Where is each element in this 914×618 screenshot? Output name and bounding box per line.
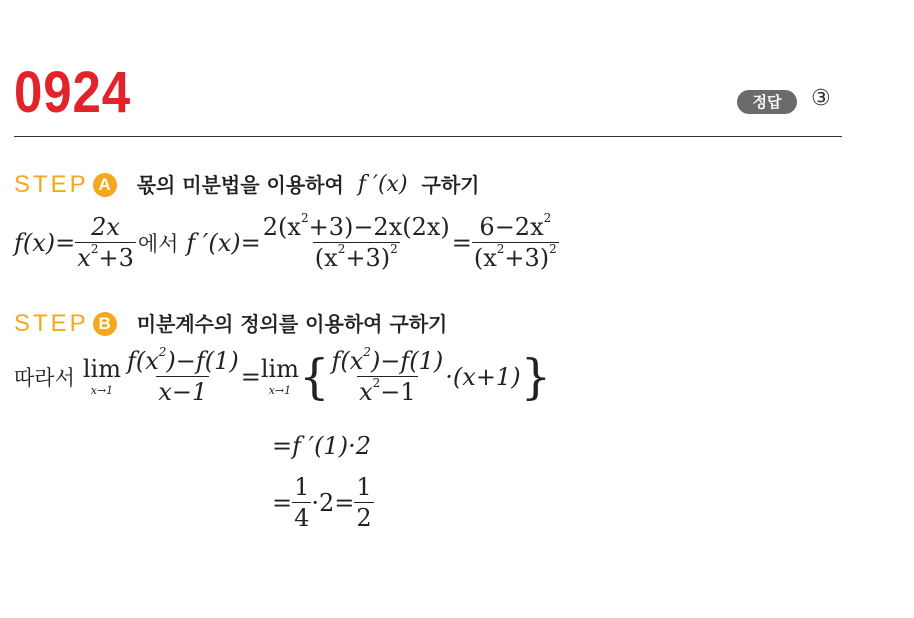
step-b-equation-line2 <box>272 432 371 460</box>
numerator-part1: f(x <box>126 347 159 375</box>
difference-quotient <box>125 345 241 407</box>
right-brace: } <box>520 348 552 405</box>
limit-operator <box>261 357 299 396</box>
numerator-part1: 2(x <box>262 213 301 241</box>
fprime-term: f ′(x) <box>186 228 241 257</box>
denominator-x: x <box>77 244 91 273</box>
denominator: 4 <box>294 504 310 533</box>
one-quarter <box>292 474 311 532</box>
one-half <box>354 474 373 532</box>
step-a-header <box>14 172 480 197</box>
fx-term: f(x) <box>14 228 56 257</box>
denominator: x−1 <box>158 378 208 407</box>
lim-subscript: x→1 <box>268 384 292 398</box>
factored-quotient <box>330 345 446 407</box>
lim-text: lim <box>260 355 299 384</box>
denominator-plus3: +3 <box>98 244 134 273</box>
problem-number: 0924 <box>14 60 132 125</box>
equals-sign: = <box>55 228 76 257</box>
equals-sign: = <box>451 228 472 257</box>
times-two-equals: ·2= <box>311 488 355 517</box>
denominator-part2: +3) <box>345 244 391 273</box>
numerator-part2: )−f(1) <box>370 347 444 375</box>
answer-value: ③ <box>811 86 831 111</box>
denominator-minus1: −1 <box>380 378 416 407</box>
times-x-plus-1: ·(x+1) <box>445 362 521 391</box>
step-b-equation-line3 <box>272 474 374 532</box>
step-a-title-math: f ′(x) <box>357 172 408 197</box>
answer-badge: 정답 <box>737 90 797 114</box>
numerator: 2x <box>91 213 120 241</box>
denominator-part2: +3) <box>504 244 550 273</box>
equals-sign: = <box>272 432 293 460</box>
exponent: 2 <box>363 345 371 359</box>
step-b-header <box>14 312 447 336</box>
step-a-letter: A <box>93 173 117 197</box>
step-a-title-suffix: 구하기 <box>421 172 480 197</box>
equals-sign: = <box>272 488 293 517</box>
exponent: 2 <box>372 376 381 391</box>
numerator: 6−2x <box>479 213 544 241</box>
left-brace: { <box>298 348 330 405</box>
step-b-title: 미분계수의 정의를 이용하여 구하기 <box>136 312 448 336</box>
lim-subscript: x→1 <box>90 384 114 398</box>
step-a-label: STEP <box>14 170 89 198</box>
exponent: 2 <box>158 345 167 359</box>
step-a-equation <box>14 211 559 273</box>
fraction-2x-over-x2plus3 <box>75 214 136 272</box>
exponent: 2 <box>496 242 505 257</box>
exponent: 2 <box>549 242 557 257</box>
numerator-part2: +3)−2x(2x) <box>308 213 450 241</box>
numerator-part2: )−f(1) <box>166 347 239 375</box>
exponent: 2 <box>543 211 552 225</box>
denominator-part1: (x <box>314 244 338 273</box>
fprime1-times-2: f ′(1)·2 <box>292 432 371 460</box>
denominator-x: x <box>359 378 373 407</box>
step-b-label: STEP <box>14 310 89 337</box>
denominator-part1: (x <box>473 244 497 273</box>
denominator: 2 <box>356 504 372 533</box>
eseo-text: 에서 <box>137 231 179 256</box>
simplified-fraction <box>472 211 559 273</box>
equals-sign: = <box>240 228 261 257</box>
step-a-title: 몫의 미분법을 이용하여 <box>136 172 344 197</box>
exponent: 2 <box>90 242 99 257</box>
limit-operator <box>83 357 121 396</box>
exponent: 2 <box>300 211 309 225</box>
exponent: 2 <box>390 242 398 257</box>
numerator: 1 <box>356 473 372 501</box>
lim-text: lim <box>82 355 121 384</box>
step-b-equation-line1 <box>14 345 552 407</box>
quotient-rule-fraction <box>261 211 452 273</box>
step-b-letter: B <box>93 312 117 336</box>
header-divider <box>14 136 842 137</box>
numerator: 1 <box>294 473 310 501</box>
ttaraseo-text: 따라서 <box>14 365 75 390</box>
numerator-part1: f(x <box>331 347 364 375</box>
equals-sign: = <box>240 362 261 391</box>
exponent: 2 <box>337 242 346 257</box>
